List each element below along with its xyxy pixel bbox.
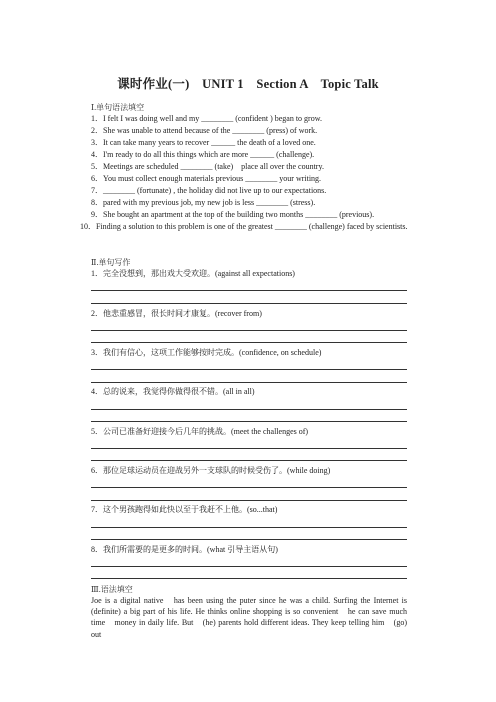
fill-item-1: 1．I felt I was doing well and my ________ (confident ) began to grow.	[91, 114, 322, 123]
page-title: 课时作业(一) UNIT 1 Section A Topic Talk	[117, 77, 379, 91]
fill-item-2: 2．She was unable to attend because of the ________ (press) of work.	[91, 126, 318, 135]
answer-line[interactable]	[91, 566, 407, 567]
answer-line[interactable]	[91, 382, 407, 383]
translate-item-1: 1．完全没想到，那出戏大受欢迎。(against all expectations)	[91, 269, 295, 278]
translate-item-2: 2．他悲重感冒，很长时间才康复。(recover from)	[91, 309, 262, 318]
fill-item-7: 7．________ (fortunate) , the holiday did not live up to our expectations.	[91, 186, 327, 195]
fill-item-8: 8．pared with my previous job, my new job is less ________ (stress).	[91, 198, 316, 207]
fill-item-5: 5．Meetings are scheduled ________ (take) place all over the country.	[91, 162, 324, 171]
answer-line[interactable]	[91, 290, 407, 291]
answer-line[interactable]	[91, 527, 407, 528]
answer-line[interactable]	[91, 409, 407, 410]
section3-heading: Ⅲ.语法填空	[91, 585, 133, 594]
translate-item-8: 8．我们所需要的是更多的时间。(what 引导主语从句)	[91, 545, 278, 554]
answer-line[interactable]	[91, 460, 407, 461]
fill-item-10-text: 10．Finding a solution to this problem is one of the greatest ________ (challenge) faced by scientists.	[80, 222, 408, 231]
answer-line[interactable]	[91, 369, 407, 370]
fill-item-6: 6．You must collect enough materials previous ________ your writing.	[91, 174, 322, 183]
fill-item-3: 3．It can take many years to recover ______ the death of a loved one.	[91, 138, 316, 147]
grammar-passage: Joe is a digital native has been using the puter since he was a child. Surfing the Internet is (definite) a big part of his life. He thinks online shopping is so convenient he can save much time money in daily life. But (he) parents hold different ideas. They keep telling him (go) out	[91, 596, 407, 639]
answer-line[interactable]	[91, 303, 407, 304]
fill-item-9: 9．She bought an apartment at the top of the building two months ________ (previous).	[91, 210, 375, 219]
answer-line[interactable]	[91, 448, 407, 449]
section1-heading: Ⅰ.单句语法填空	[91, 103, 145, 112]
answer-line[interactable]	[91, 487, 407, 488]
translate-item-3: 3．我们有信心，这项工作能够按时完成。(confidence, on schedule)	[91, 348, 322, 357]
answer-line[interactable]	[91, 578, 407, 579]
answer-line[interactable]	[91, 539, 407, 540]
translate-item-6: 6．那位足球运动员在迎战另外一支球队的时候受伤了。(while doing)	[91, 466, 331, 475]
translate-item-4: 4．总的说来，我觉得你做得很不错。(all in all)	[91, 387, 255, 396]
translate-item-7: 7．这个男孩跑得如此快以至于我赶不上他。(so...that)	[91, 505, 278, 514]
answer-line[interactable]	[91, 421, 407, 422]
answer-line[interactable]	[91, 330, 407, 331]
translate-item-5: 5．公司已准备好迎接今后几年的挑战。(meet the challenges of)	[91, 427, 309, 436]
fill-item-10	[80, 222, 409, 233]
section2-heading: Ⅱ.单句写作	[91, 258, 131, 267]
answer-line[interactable]	[91, 342, 407, 343]
answer-line[interactable]	[91, 500, 407, 501]
fill-item-4: 4．I'm ready to do all this things which are more ______ (challenge).	[91, 150, 315, 159]
